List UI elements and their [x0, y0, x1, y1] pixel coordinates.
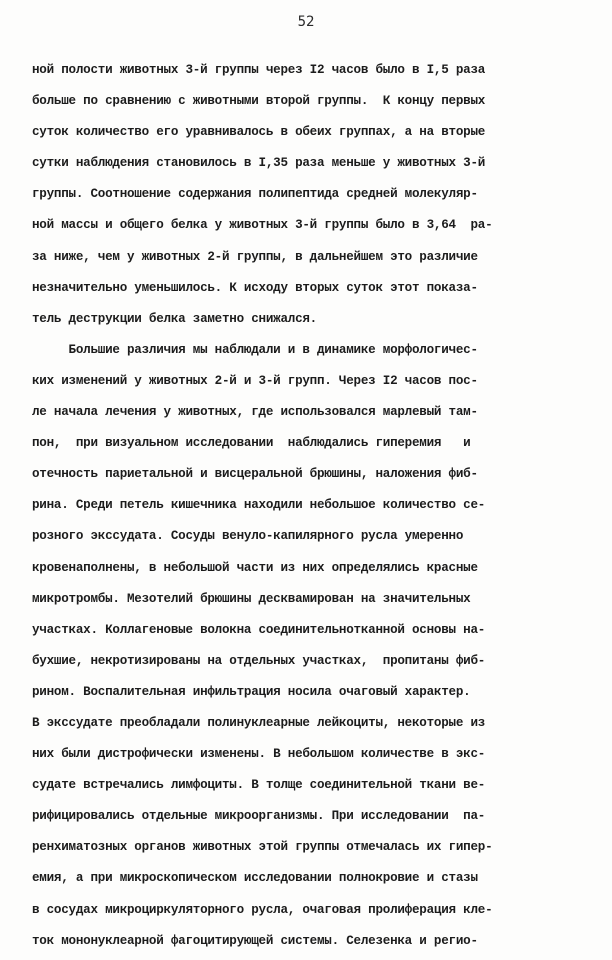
text-line: кровенаполнены, в небольшой части из них определялись красные	[32, 560, 478, 575]
text-line: тель деструкции белка заметно снижался.	[32, 311, 317, 326]
text-line: ной полости животных 3-й группы через I2 часов было в I,5 раза	[32, 63, 486, 77]
text-line: незначительно уменьшилось. К исходу вторых суток этот показа-	[32, 280, 478, 295]
text-line: ренхиматозных органов животных этой группы отмечалась их гипер-	[32, 840, 493, 855]
text-line: группы. Соотношение содержания полипептида средней молекуляр-	[32, 187, 478, 202]
text-line: пон, при визуальном исследовании наблюдались гиперемия и	[32, 436, 471, 451]
text-line: судате встречались лимфоциты. В толще соединительной ткани ве-	[32, 778, 486, 793]
text-line: Большие различия мы наблюдали и в динамике морфологичес-	[32, 342, 478, 357]
text-line: ких изменений у животных 2-й и 3-й групп. Через I2 часов пос-	[32, 373, 478, 388]
text-line: ле начала лечения у животных, где использовался марлевый там-	[32, 405, 478, 420]
text-line: бухшие, некротизированы на отдельных участках, пропитаны фиб-	[32, 653, 486, 668]
page-number: 52	[297, 14, 315, 30]
text-line: ток мононуклеарной фагоцитирующей системы. Селезенка и регио-	[32, 933, 478, 948]
text-line: них были дистрофически изменены. В небольшом количестве в экс-	[32, 747, 486, 762]
text-line: микротромбы. Мезотелий брюшины десквамирован на значительных	[32, 591, 471, 606]
text-line: участках. Коллагеновые волокна соединительнотканной основы на-	[32, 622, 486, 637]
text-line: за ниже, чем у животных 2-й группы, в дальнейшем это различие	[32, 249, 478, 264]
text-line: рина. Среди петель кишечника находили небольшое количество се-	[32, 498, 486, 513]
text-line: отечность париетальной и висцеральной брюшины, наложения фиб-	[32, 467, 478, 482]
text-line: рифицировались отдельные микроорганизмы. При исследовании па-	[32, 809, 486, 824]
text-line: розного экссудата. Сосуды венуло-капилярного русла умеренно	[32, 529, 464, 544]
body-text	[32, 55, 592, 957]
text-line: в сосудах микроциркуляторного русла, очаговая пролиферация кле-	[32, 902, 493, 917]
text-line: емия, а при микроскопическом исследовании полнокровие и стазы	[32, 871, 478, 886]
text-line: суток количество его уравнивалось в обеих группах, а на вторые	[32, 125, 486, 140]
text-line: сутки наблюдения становилось в I,35 раза меньше у животных 3-й	[32, 156, 486, 171]
text-line: больше по сравнению с животными второй группы. К концу первых	[32, 94, 486, 109]
text-line: ной массы и общего белка у животных 3-й группы было в 3,64 ра-	[32, 218, 493, 233]
text-line: В экссудате преобладали полинуклеарные лейкоциты, некоторые из	[32, 715, 486, 730]
text-line: рином. Воспалительная инфильтрация носила очаговый характер.	[32, 684, 471, 699]
